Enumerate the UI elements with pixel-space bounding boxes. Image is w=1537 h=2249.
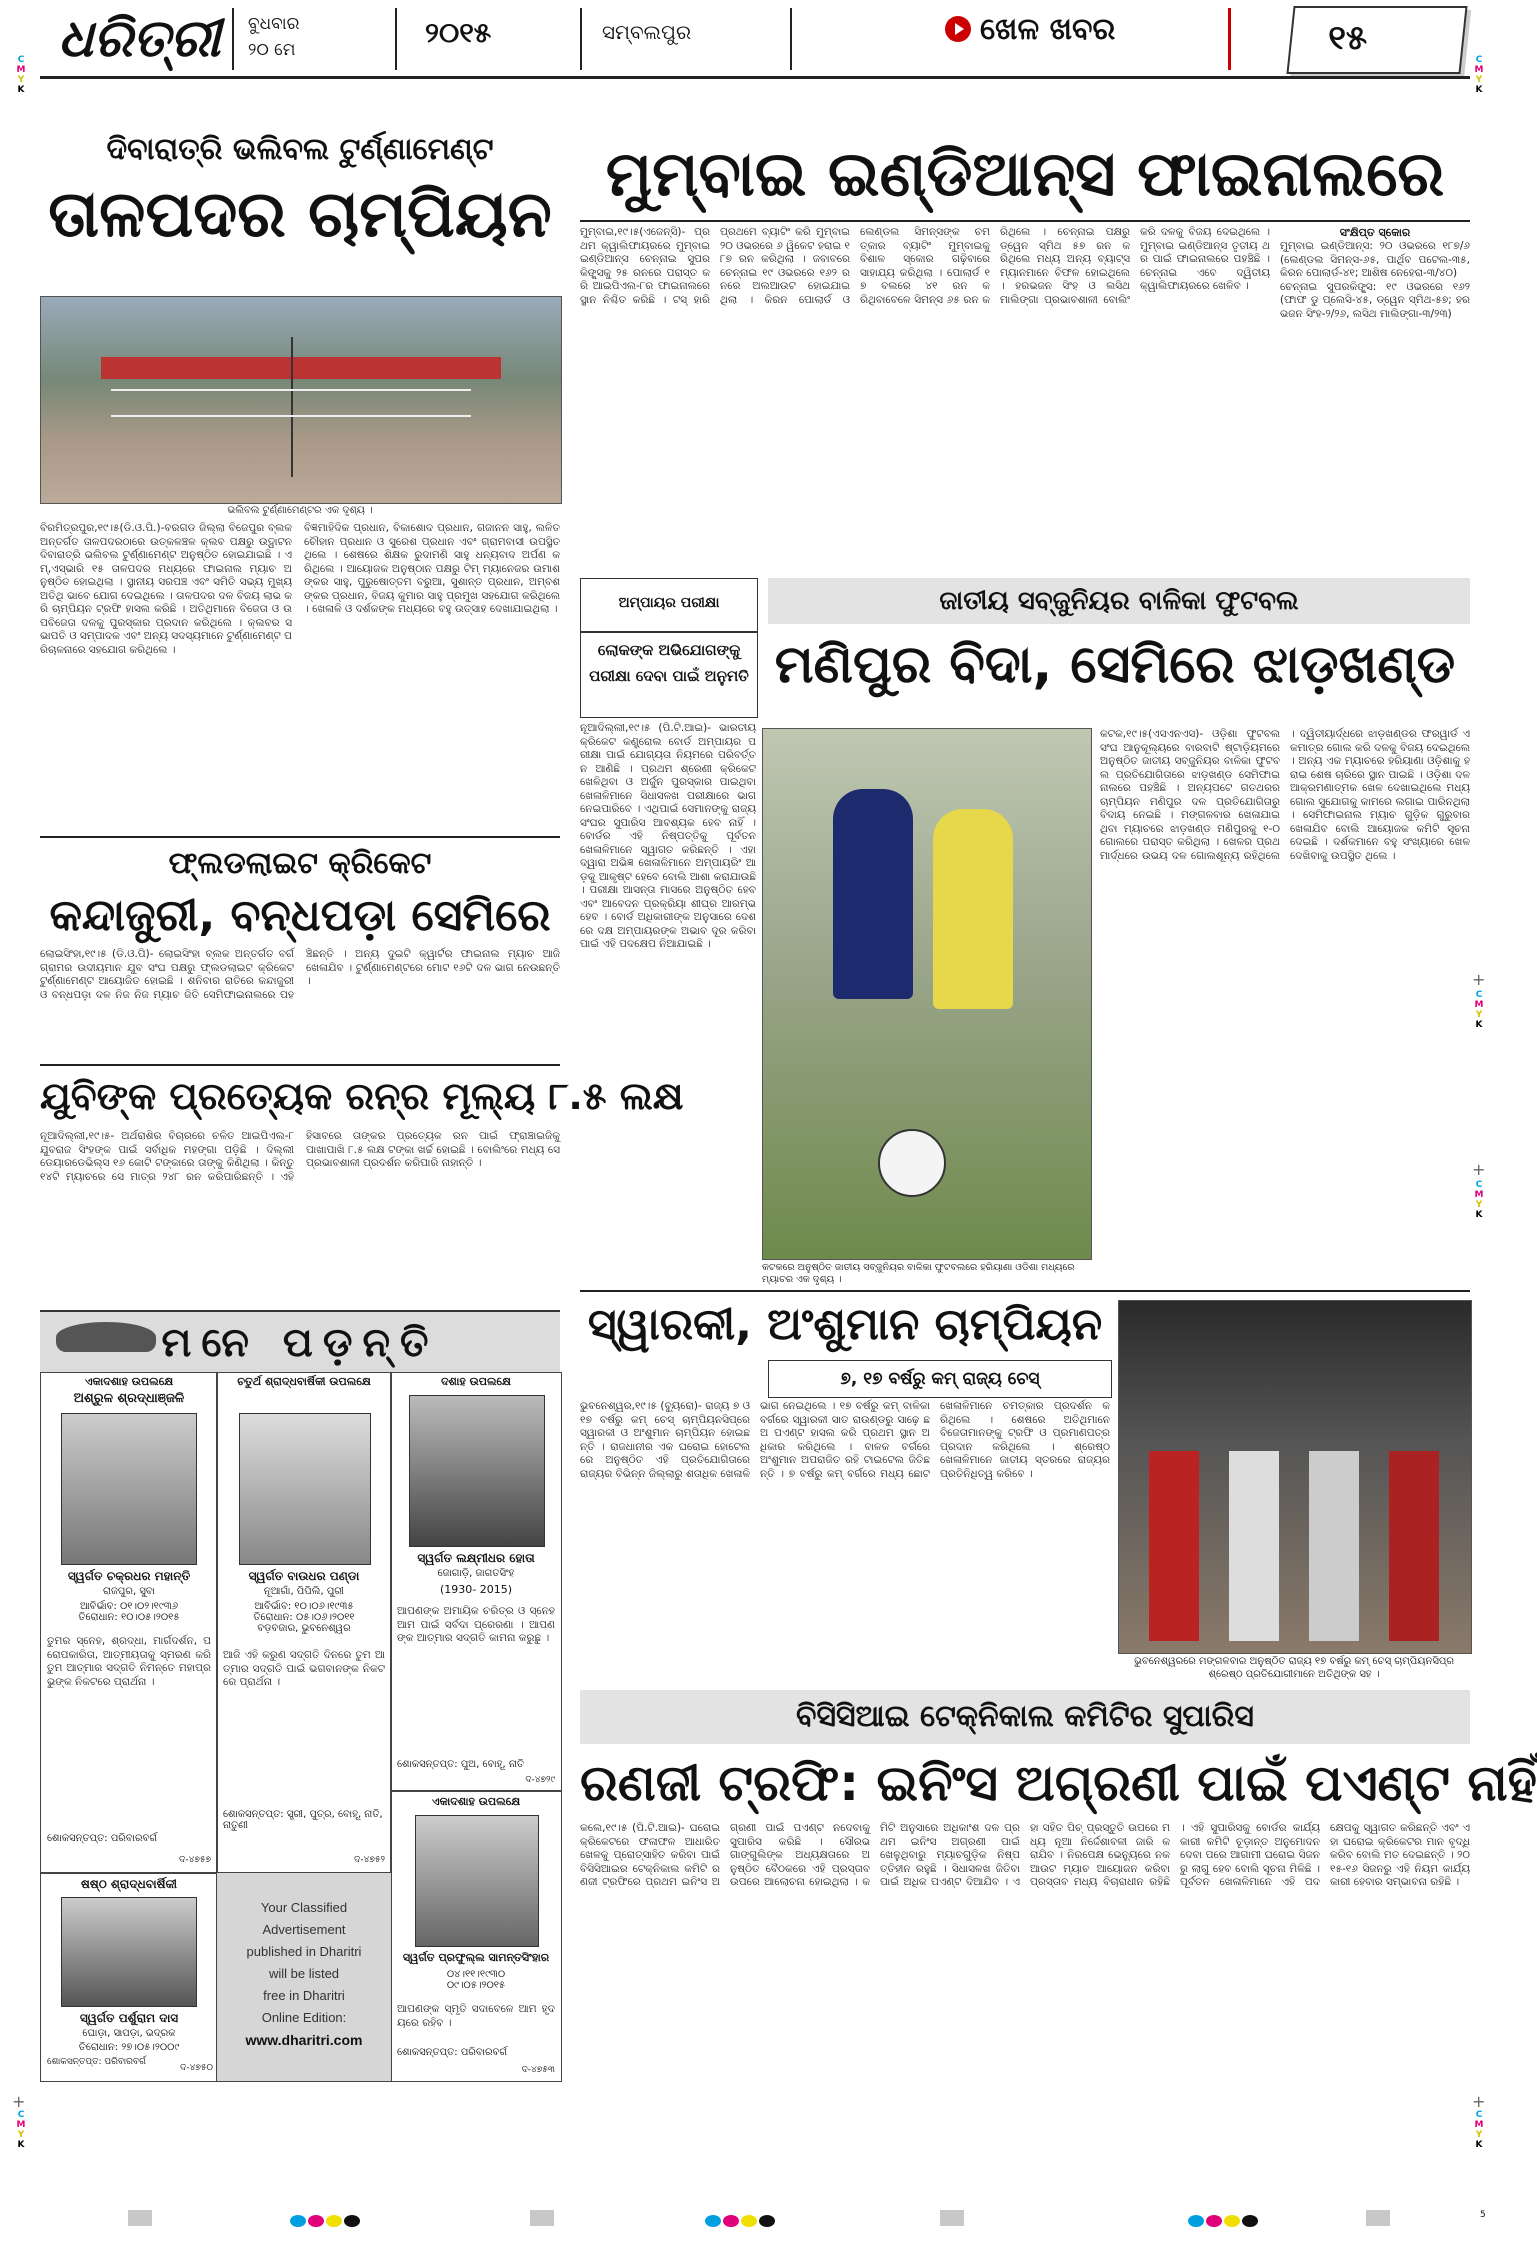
play-icon (945, 16, 971, 42)
banner-in-photo (101, 357, 501, 379)
grey-swatch (940, 2210, 964, 2226)
story-kicker: ଅମ୍ପାୟର ପରୀକ୍ଷା (618, 595, 720, 611)
story-body-col2: ବିଜ୍ଞମାହିଦିକ ପ୍ରଧାନ, ବିକାଶୋଦ ପ୍ରଧାନ, ଗଜାନନ ସାହୁ, ଲଳିତ ଚୌହାନ ପ୍ରଧାନ ଓ ସୁରେଶ ପ୍ରଧାନ ଏବଂ ଗ୍ରାମବାସୀ ଉପସ୍ଥିତ ଥିଲେ । ଶେଷରେ ଶିକ୍ଷକ ରୁଦାମଣି ସାହୁ ଧନ୍ୟବାଦ ଅର୍ପଣ କରିଥିଲେ । ଆୟୋଜକ ଅନୁଷ୍ଠାନ ପକ୍ଷରୁ ଟିମ୍ ମ୍ୟାନେଜର ଉମାଶଙ୍କର ସାହୁ, ପୁରୁଷୋତ୍ତମ ବରୁଆ, ସୁଶାନ୍ତ ପ୍ରଧାନ, ଅମ୍ବଶଙ୍କର ପ୍ରଧାନ, ବିଜୟ କୁମାର ସାହୁ ପ୍ରମୁଖ ସହଯୋଗ କରିଥିଲେ । ଖେଳାଳି ଓ ଦର୍ଶକଙ୍କ ମଧ୍ୟରେ ବହୁ ଉତ୍ସାହ ଦେଖାଯାଇଥିଲା । (304, 522, 560, 615)
obituary-dates: ଆବିର୍ଭାବ: ୧୦।୦୬।୧୯୩୫ ତିରୋଧାନ: ୦୫।୦୬।୨୦୧୧ ବଡ଼ବଜାର, ଭୁବନେଶ୍ୱର (253, 1601, 355, 1634)
obituary-message: ଆପଣଙ୍କ ସ୍ମୃତି ସଦାବେଳେ ଆମ ହୃଦୟରେ ରହିବ । (397, 2003, 555, 2029)
obituary-message: ଆଜି ଏହି କରୁଣ ସଦ୍‌ଗତି ଦିନରେ ତୁମ ଆତ୍ମାର ସଦ୍‌ଗତି ପାଇଁ ଭଗବାନଙ୍କ ନିକଟରେ ପ୍ରାର୍ଥନା । (223, 1649, 385, 1688)
player-blue (833, 789, 913, 999)
obituary-name: ସ୍ୱର୍ଗତ ଲକ୍ଷ୍ମୀଧର ହୋତା (417, 1551, 535, 1565)
ad-code: ଦ-୪୭୫୦ (180, 2063, 213, 2073)
obituary-notice (40, 1372, 218, 1874)
volleyball-photo (40, 296, 562, 504)
header-divider (395, 8, 397, 70)
page-number-tag (1286, 6, 1467, 74)
section-title: ଖେଳ ଖବର (980, 12, 1116, 47)
header-rule (40, 76, 1470, 79)
cmyk-c: C (1475, 1180, 1483, 1190)
cmyk-k: K (1475, 1020, 1483, 1030)
obituary-portrait (61, 1897, 197, 2007)
obituary-family: ଶୋକସନ୍ତପ୍ତ: ପୁଅ, ବୋହୂ, ନାତି (397, 1759, 525, 1770)
ad-code: ଦ-୪୭୨୯ (525, 1775, 555, 1785)
section-divider (580, 1290, 1470, 1292)
kicker-box (580, 578, 758, 632)
kicker-banner (768, 578, 1470, 624)
cmyk-y: Y (1475, 2130, 1483, 2140)
photo-caption: କଟକରେ ଅନୁଷ୍ଠିତ ଜାତୀୟ ସବ୍‌ଜୁନିୟର ବାଳିକା ଫୁଟବଲରେ ହରିୟାଣା ଓଡିଶା ମଧ୍ୟରେ ମ୍ୟାଚର ଏକ ଦୃଶ୍ୟ । (762, 1262, 1075, 1285)
obituary-place: ରାଜପୁର, ସୁବା (103, 1586, 155, 1597)
person-figure (1389, 1451, 1439, 1641)
cmyk-mark-right-low (1472, 1180, 1486, 1220)
story-body: କଟକ,୧୯।୫(ଏସଏନଏସ)- ଓଡ଼ିଶା ଫୁଟବଲ ସଂଘ ଆନୁକୂଲ୍ୟରେ ବାରବାଟି ଷ୍ଟାଡ଼ିୟମରେ ଅନୁଷ୍ଠିତ ଜାତୀୟ ସବ୍‌ଜୁନିୟର ବାଳିକା ଫୁଟବଲ ପ୍ରତିଯୋଗିତାରେ ଝାଡ଼ଖଣ୍ଡ ସେମିଫାଇନାଲରେ ପହଞ୍ଚିଛି । ଅନ୍ୟପଟେ ଗତଥରର ଚାମ୍ପିୟନ ମଣିପୁର ଦଳ ପ୍ରତିଯୋଗିତାରୁ ବିଦାୟ ନେଇଛି । ମଙ୍ଗଳବାର ଖେଳାଯାଇଥିବା ମ୍ୟାଚରେ ଝାଡ଼ଖଣ୍ଡ ମଣିପୁରକୁ ୧-୦ ଗୋଲରେ ପରାସ୍ତ କରିଥିଲା । ଖେଳର ପ୍ରଥମାର୍ଦ୍ଧରେ ଉଭୟ ଦଳ ଗୋଲଶୂନ୍ୟ ରହିଥିଲେ । ଦ୍ୱିତୀୟାର୍ଦ୍ଧରେ ଝାଡ଼ଖଣ୍ଡର ଫରୱାର୍ଡ ଏକମାତ୍ର ଗୋଲ କରି ଦଳକୁ ବିଜୟ ଦେଇଥିଲେ । ଅନ୍ୟ ଏକ ମ୍ୟାଚରେ ହରିୟାଣା ଓଡ଼ିଶାକୁ ହରାଇ ଶେଷ ଚାରିରେ ସ୍ଥାନ ପାଇଛି । ଓଡ଼ିଶା ଦଳ ଆକ୍ରମଣାତ୍ମକ ଖେଳ ଦେଖାଇଥିଲେ ମଧ୍ୟ ଗୋଲ ସୁଯୋଗକୁ କାମରେ ଲଗାଇ ପାରିନଥିଲା । ସେମିଫାଇନାଲ ମ୍ୟାଚ ଗୁଡ଼ିକ ଗୁରୁବାର ଖେଳାଯିବ ବୋଲି ଆୟୋଜକ କମିଟି ସୂଚନା ଦେଇଛି । ଦର୍ଶକମାନେ ବହୁ ସଂଖ୍ୟାରେ ଖେଳ ଦେଖିବାକୁ ଉପସ୍ଥିତ ଥିଲେ । (1100, 728, 1470, 862)
story-body: ମୁମ୍ବାଇ,୧୯।୫(ଏଜେନ୍ସି)- ପ୍ରଥମ କ୍ୱାଲିଫାୟରରେ ମୁମ୍ବାଇ ଇଣ୍ଡିଆନ୍ସ ଚେନ୍ନାଇ ସୁପର କିଙ୍ଗ୍ସକୁ ୨୫ ରନରେ ପରାସ୍ତ କରି ଆଇପିଏଲ-୮ର ଫାଇନାଲରେ ସ୍ଥାନ ନିଶ୍ଚିତ କରିଛି । ଟସ୍ ହାରି ପ୍ରଥମେ ବ୍ୟାଟିଂ କରି ମୁମ୍ବାଇ ୨୦ ଓଭରରେ ୬ ୱିକେଟ ହରାଇ ୧୮୭ ରନ କରିଥିଲା । ଜବାବରେ ଚେନ୍ନାଇ ୧୯ ଓଭରରେ ୧୬୨ ରନରେ ଅଲଆଉଟ ହୋଇଯାଇଥିଲା । କିରନ ପୋଲାର୍ଡ ଓ ଲେଣ୍ଡଲ ସିମନ୍ସଙ୍କ ଚମତ୍କାର ବ୍ୟାଟିଂ ମୁମ୍ବାଇକୁ ବିଶାଳ ସ୍କୋର ଗଢ଼ିବାରେ ସାହାଯ୍ୟ କରିଥିଲା । ପୋଲାର୍ଡ ୧୭ ବଲରେ ୪୧ ରନ କରିଥିବାବେଳେ ସିମନ୍ସ ୬୫ ରନ କରିଥିଲେ । ଚେନ୍ନାଇ ପକ୍ଷରୁ ଡ୍ୱେନ ସ୍ମିଥ ୫୭ ରନ କରିଥିଲେ ମଧ୍ୟ ଅନ୍ୟ ବ୍ୟାଟ୍ସମ୍ୟାନମାନେ ବିଫଳ ହୋଇଥିଲେ । ହରଭଜନ ସିଂହ ଓ ଲସିଥ ମାଲିଙ୍ଗା ପ୍ରଭାବଶାଳୀ ବୋଲିଂ କରି ଦଳକୁ ବିଜୟ ଦେଇଥିଲେ । ମୁମ୍ବାଇ ଇଣ୍ଡିଆନ୍ସ ତୃତୀୟ ଥର ପାଇଁ ଫାଇନାଲରେ ପହଞ୍ଚିଛି । ଚେନ୍ନାଇ ଏବେ ଦ୍ୱିତୀୟ କ୍ୱାଲିଫାୟରରେ ଖେଳିବ । (580, 226, 1270, 306)
obituary-notice (216, 1372, 392, 1874)
obituary-portrait (61, 1413, 197, 1565)
story-kicker: ଦିବାରାତ୍ରି ଭଲିବଲ ଟୁର୍ଣ୍ଣାମେଣ୍ଟ (106, 132, 494, 167)
cmyk-y: Y (1475, 75, 1483, 85)
section-divider (40, 1064, 560, 1066)
cmyk-k: K (1475, 1210, 1483, 1220)
obituary-notice (390, 1372, 562, 1792)
person-figure (1149, 1451, 1199, 1641)
crosshair-icon: + (1472, 2092, 1486, 2111)
ad-code: ଦ-୪୭୫୩ (521, 2065, 555, 2075)
cmyk-c: C (17, 55, 25, 65)
story-body: ନୂଆଦିଲ୍ଲୀ,୧୯।୫- ଅର୍ଥରାଶିର ବିଚାରରେ ଚଳିତ ଆଇପିଏଲ-୮ ଯୁବରାଜ ସିଂହଙ୍କ ପାଇଁ ସର୍ବାଧିକ ମହଙ୍ଗା ପଡ଼ିଛି । ଦିଲ୍ଲୀ ଡେୟାରଡେଭିଲ୍ସ ୧୬ କୋଟି ଟଙ୍କାରେ ତାଙ୍କୁ କିଣିଥିଲା । କିନ୍ତୁ ୧୪ଟି ମ୍ୟାଚରେ ସେ ମାତ୍ର ୨୪୮ ରନ କରିପାରିଛନ୍ତି । ଏହି ହିସାବରେ ତାଙ୍କର ପ୍ରତ୍ୟେକ ରନ ପାଇଁ ଫ୍ରାଞ୍ଚାଇଜିକୁ ପାଖାପାଖି ୮.୫ ଲକ୍ଷ ଟଙ୍କା ଖର୍ଚ୍ଚ ହୋଇଛି । ବୋଲିଂରେ ମଧ୍ୟ ସେ ପ୍ରଭାବଶାଳୀ ପ୍ରଦର୍ଶନ କରିପାରି ନାହାନ୍ତି । (40, 1130, 560, 1183)
obituary-family: ଶୋକସନ୍ତପ୍ତ: ସ୍ତ୍ରୀ, ପୁତ୍ର, ବୋହୂ, ନାତି, ନାତୁଣୀ (223, 1809, 383, 1831)
story-body: କଲେ,୧୯।୫ (ପି.ଟି.ଆଇ)- ଘରୋଇ କ୍ରିକେଟରେ ଫଳାଫଳ ଆଧାରିତ ଖେଳକୁ ପ୍ରୋତ୍ସାହିତ କରିବା ପାଇଁ ବିସିସିଆଇର ଟେକ୍ନିକାଲ କମିଟି ରଣଜୀ ଟ୍ରଫିରେ ପ୍ରଥମ ଇନିଂସ ଅଗ୍ରଣୀ ପାଇଁ ପଏଣ୍ଟ ନଦେବାକୁ ସୁପାରିସ କରିଛି । ସୌରଭ ଗାଙ୍ଗୁଲିଙ୍କ ଅଧ୍ୟକ୍ଷତାରେ ଅନୁଷ୍ଠିତ ବୈଠକରେ ଏହି ପ୍ରସ୍ତାବ ଉପରେ ଆଲୋଚନା ହୋଇଥିଲା । କମିଟି ଅନୁସାରେ ଅଧିକାଂଶ ଦଳ ପ୍ରଥମ ଇନିଂସ ଅଗ୍ରଣୀ ପାଇଁ ଖେଳୁଥିବାରୁ ମ୍ୟାଚଗୁଡ଼ିକ ନିଷ୍ପତ୍ତିହୀନ ରହୁଛି । ସିଧାସଳଖ ଜିତିବା ପାଇଁ ଅଧିକ ପଏଣ୍ଟ ଦିଆଯିବ । ଏହା ସହିତ ପିଚ୍ ପ୍ରସ୍ତୁତି ଉପରେ ମଧ୍ୟ ନୂଆ ନିର୍ଦ୍ଦେଶାବଳୀ ଜାରି କରାଯିବ । ନିରପେକ୍ଷ ଭେନ୍ୟୁରେ ନକଆଉଟ ମ୍ୟାଚ ଆୟୋଜନ କରିବା ପ୍ରସ୍ତାବ ମଧ୍ୟ ବିଚାରାଧୀନ ରହିଛି । ଏହି ସୁପାରିସକୁ ବୋର୍ଡର କାର୍ଯ୍ୟକାରୀ କମିଟି ଚୂଡ଼ାନ୍ତ ଅନୁମୋଦନ ଦେବା ପରେ ଆଗାମୀ ଘରୋଇ ସିଜନରୁ ଲାଗୁ ହେବ ବୋଲି ସୂଚନା ମିଳିଛି । ପୂର୍ବତନ ଖେଳାଳିମାନେ ଏହି ପଦକ୍ଷେପକୁ ସ୍ୱାଗତ କରିଛନ୍ତି ଏବଂ ଏହା ଘରୋଇ କ୍ରିକେଟର ମାନ ବୃଦ୍ଧି କରିବ ବୋଲି ମତ ଦେଇଛନ୍ତି । ୨୦୧୫-୧୬ ସିଜନରୁ ଏହି ନିୟମ କାର୍ଯ୍ୟକାରୀ ହେବାର ସମ୍ଭାବନା ରହିଛି । (580, 1822, 1470, 1888)
story-body: ନୂଆଦିଲ୍ଲୀ,୧୯।୫ (ପି.ଟି.ଆଇ)- ଭାରତୀୟ କ୍ରିକେଟ କଣ୍ଟ୍ରୋଲ ବୋର୍ଡ ଅମ୍ପାୟର ପରୀକ୍ଷା ପାଇଁ ଯୋଗ୍ୟତା ନିୟମରେ ପରିବର୍ତ୍ତନ ଆଣିଛି । ପ୍ରଥମ ଶ୍ରେଣୀ କ୍ରିକେଟ ଖେଳିଥିବା ଓ ଅର୍ଜୁନ ପୁରସ୍କାର ପାଇଥିବା ଖେଳାଳିମାନେ ସିଧାସଳଖ ପରୀକ୍ଷାରେ ଭାଗ ନେଇପାରିବେ । ଏଥିପାଇଁ ସେମାନଙ୍କୁ ରାଜ୍ୟ ସଂଘର ସୁପାରିସ ଆବଶ୍ୟକ ହେବ ନାହିଁ । ବୋର୍ଡର ଏହି ନିଷ୍ପତ୍ତିକୁ ପୂର୍ବତନ ଖେଳାଳିମାନେ ସ୍ୱାଗତ କରିଛନ୍ତି । ଏହା ଦ୍ୱାରା ଅଭିଜ୍ଞ ଖେଳାଳିମାନେ ଅମ୍ପାୟରିଂ ଆଡ଼କୁ ଆକୃଷ୍ଟ ହେବେ ବୋଲି ଆଶା କରାଯାଉଛି । ପରୀକ୍ଷା ଆସନ୍ତା ମାସରେ ଅନୁଷ୍ଠିତ ହେବ ଏବଂ ଆବେଦନ ପ୍ରକ୍ରିୟା ଶୀଘ୍ର ଆରମ୍ଭ ହେବ । ବୋର୍ଡ ଅଧିକାରୀଙ୍କ ଅନୁସାରେ ଦେଶରେ ଦକ୍ଷ ଅମ୍ପାୟରଙ୍କ ଅଭାବ ଦୂର କରିବା ପାଇଁ ଏହି ପଦକ୍ଷେପ ନିଆଯାଇଛି । (580, 722, 756, 950)
story-kicker: ୭, ୧୭ ବର୍ଷରୁ କମ୍ ରାଜ୍ୟ ଚେସ୍ (840, 1369, 1040, 1389)
story-kicker: ଜାତୀୟ ସବ୍‌ଜୁନିୟର ବାଳିକା ଫୁଟବଲ (939, 586, 1299, 616)
headline-rule (580, 220, 1470, 222)
section-divider (40, 836, 560, 838)
header-divider (580, 8, 582, 70)
obituary-dates: (1930- 2015) (439, 1583, 513, 1596)
obituary-portrait (409, 1395, 545, 1547)
story-kicker: ବିସିସିଆଇ ଟେକ୍ନିକାଲ କମିଟିର ସୁପାରିସ (796, 1699, 1254, 1734)
football-photo (762, 728, 1092, 1260)
obituary-place: ନୂଆଗାଁ, ପିପିଲି, ପୁରୀ (263, 1586, 345, 1597)
story-body-col1: ବିରମିତ୍ରପୁର,୧୯।୫(ଡି.ଓ.ପି.)-ବରଗଡ ଜିଲ୍ଲା ବିଜେପୁର ବ୍ଲକ ଅନ୍ତର୍ଗତ ତାଳପଦରଠାରେ ଉତ୍କଳଞ୍ଚଳ କ୍ଲବ ପକ୍ଷରୁ ଉଦ୍ଘାଟନ ଦିବାରାତ୍ରି ଭଲିବଲ ଟୁର୍ଣ୍ଣାମେଣ୍ଟ ଅନୁଷ୍ଠିତ ହୋଇଯାଇଛି । ଏମ୍,ଏସ୍ଭାରି ୧୫ ତାଳପଦର ମଧ୍ୟରେ ଫାଇନାଲ ମ୍ୟାଚ ଅନୁଷ୍ଠିତ ହୋଇଥିଲା । ସ୍ଥାନୀୟ ସରପଞ୍ଚ ଏବଂ ସମିତି ସଭ୍ୟ ମୁଖ୍ୟ ଅତିଥି ଭାବେ ଯୋଗ ଦେଇଥିଲେ । ତାଳପଦର ଦଳ ବିଜୟ ଲାଭ କରି ଚାମ୍ପିୟନ ଟ୍ରଫି ହାସଲ କରିଛି । ଅତିଥିମାନେ ବିଜେତା ଓ ଉପବିଜେତା ଦଳକୁ ପୁରସ୍କାର ପ୍ରଦାନ କରିଥିଲେ । କ୍ଲବର ସଭାପତି ଓ ସମ୍ପାଦକ ଏବଂ ଅନ୍ୟ ସଦସ୍ୟମାନେ ଟୁର୍ଣ୍ଣାମେଣ୍ଟ ପରିଚାଳନାରେ ସହଯୋଗ କରିଥିଲେ । (40, 522, 293, 656)
obituary-dates: ତିରୋଧାନ: ୨୭।୦୫।୨୦୦୯ (78, 2042, 180, 2053)
story-body: ଲୋଇସିଂହା,୧୯।୫ (ଡି.ଓ.ପି)- ଲୋଇସିଂହା ବ୍ଲକ ଅନ୍ତର୍ଗତ ବର୍ଗ ଗ୍ରାମର ଉଦୀୟମାନ ଯୁବ ସଂଘ ପକ୍ଷରୁ ଫ୍ଲଡଲାଇଟ କ୍ରିକେଟ ଟୁର୍ଣ୍ଣାମେଣ୍ଟ ଆୟୋଜିତ ହୋଇଛି । ଶନିବାର ରାତିରେ କନ୍ଦାଜୁରୀ ଓ ବନ୍ଧପଡ଼ା ଦଳ ନିଜ ନିଜ ମ୍ୟାଚ ଜିତି ସେମିଫାଇନାଲରେ ପହଞ୍ଚିଛନ୍ତି । ଅନ୍ୟ ଦୁଇଟି କ୍ୱାର୍ଟର ଫାଇନାଲ ମ୍ୟାଚ ଆଜି ଖେଳାଯିବ । ଟୁର୍ଣ୍ଣାମେଣ୍ଟରେ ମୋଟ ୧୬ଟି ଦଳ ଭାଗ ନେଉଛନ୍ତି । (40, 948, 560, 1001)
photo-caption: ଭୁବନେଶ୍ୱରରେ ମଙ୍ଗଳବାର ଅନୁଷ୍ଠିତ ରାଜ୍ୟ ୧୭ ବର୍ଷରୁ କମ୍ ଚେସ୍ ଚାମ୍ପିୟନସିପ୍‌ର ଶ୍ରେଷ୍ଠ ପ୍ରତିଯୋଗୀମାନେ ଅତିଥିଙ୍କ ସହ । (1134, 1656, 1454, 1680)
header-year: ୨୦୧୫ (425, 16, 492, 49)
page-header (40, 4, 1470, 82)
print-color-bar (0, 2206, 1500, 2230)
story-headline: ରଣଜୀ ଟ୍ରଫି: ଇନିଂସ ଅଗ୍ରଣୀ ପାଇଁ ପଏଣ୍ଟ ନାହିଁ (580, 1754, 1537, 1812)
football-icon (878, 1129, 946, 1197)
cmyk-m: M (16, 65, 26, 75)
scoreboard-text: ମୁମ୍ବାଇ ଇଣ୍ଡିଆନ୍ସ: ୨୦ ଓଭରରେ ୧୮୭/୬ (ଲେଣ୍ଡଲ ସିମନ୍ସ-୬୫, ପାର୍ଥିବ ପଟେଲ-୩୫, କିରନ ପୋଲାର୍ଡ-୪୧; ଆଶିଷ ନେହେରା-୩/୪୦) ଚେନ୍ନାଇ ସୁପରକିଙ୍ଗ୍ସ: ୧୯ ଓଭରରେ ୧୬୨ (ଫାଫ ଡୁ ପ୍ଲେସି-୪୫, ଡ୍ୱେନ ସ୍ମିଥ-୫୭; ହରଭଜନ ସିଂହ-୨/୨୬, ଲସିଥ ମାଲିଙ୍ଗା-୩/୨୩) (1280, 240, 1470, 320)
cmyk-y: Y (1475, 1200, 1483, 1210)
scoreboard-title: ସଂକ୍ଷିପ୍ତ ସ୍କୋର (1339, 226, 1411, 239)
grey-swatch (530, 2210, 554, 2226)
obituary-name: ସ୍ୱର୍ଗତ ପର୍ଶୁରାମ ଦାସ (79, 2011, 179, 2025)
cmyk-k: K (17, 2140, 25, 2150)
obituary-name: ସ୍ୱର୍ଗତ ବାଉଧର ପଣ୍ଡା (248, 1569, 360, 1583)
cmyk-mark-right-mid (1472, 990, 1486, 1030)
obituary-occasion: ଏକାଦଶାହ ଉପଲକ୍ଷେ (431, 1795, 521, 1808)
classified-ad-box (216, 1872, 392, 2082)
crosshair-icon: + (12, 2092, 26, 2111)
kicker-banner (580, 1690, 1470, 1744)
memorial-banner-title: ମନେ ପଡ଼ନ୍ତି (161, 1320, 439, 1366)
story-headline: ସ୍ୱାରକୀ, ଅଂଶୁମାନ ଚାମ୍ପିୟନ (587, 1299, 1103, 1350)
cmyk-mark-left-bottom (14, 2110, 28, 2150)
grey-swatch (128, 2210, 152, 2226)
obituary-name: ସ୍ୱର୍ଗତ ପ୍ରଫୁଲ୍ଲ ସାମନ୍ତସିଂହାର (402, 1951, 550, 1964)
obituary-portrait (415, 1815, 539, 1947)
obituary-occasion: ଚତୁର୍ଥ ଶ୍ରାଦ୍ଧବାର୍ଷିକୀ ଉପଲକ୍ଷେ (237, 1375, 371, 1388)
cmyk-y: Y (1475, 1010, 1483, 1020)
story-headline: ମୁମ୍ବାଇ ଇଣ୍ଡିଆନ୍ସ ଫାଇନାଲରେ (605, 137, 1445, 210)
scoreboard (1280, 226, 1470, 572)
cmyk-m: M (1474, 65, 1484, 75)
cmyk-c: C (17, 2110, 25, 2120)
obituary-dates: ଆବିର୍ଭାବ: ୦୧।୦୨।୧୯୩୬ ତିରୋଧାନ: ୧୦।୦୫।୨୦୧୫ (78, 1601, 180, 1623)
ad-code: ଦ-୪୭୫୨ (354, 1855, 385, 1865)
cmyk-mark-right-bottom (1472, 2110, 1486, 2150)
obituary-message: ତୁମର ସ୍ନେହ, ଶ୍ରଦ୍ଧା, ମାର୍ଗଦର୍ଶନ, ପରୋପକାରିତା, ଆତ୍ମୀୟତାକୁ ସ୍ମରଣ କରି ତୁମ ଆତ୍ମାର ସଦ୍‌ଗତି ନିମନ୍ତେ ମହାପ୍ରଭୁଙ୍କ ନିକଟରେ ପ୍ରାର୍ଥନା । (47, 1635, 211, 1688)
chess-photo (1118, 1300, 1472, 1654)
obituary-family: ଶୋକସନ୍ତପ୍ତ: ପରିବାରବର୍ଗ (397, 2047, 508, 2058)
footer-mark: 5 (1480, 2210, 1486, 2220)
cmyk-m: M (1474, 1190, 1484, 1200)
obituary-place: ଘୋଡ଼ା, ସାପଡ଼ା, ଭଦ୍ରକ (82, 2028, 176, 2039)
header-divider (790, 8, 792, 70)
header-day: ବୁଧବାର (248, 14, 300, 34)
cmyk-y: Y (17, 75, 25, 85)
person-figure (1229, 1451, 1279, 1641)
obituary-place: ଜୋଗାଡ଼ି, ଜାଗତସିଂହ (437, 1568, 515, 1579)
cmyk-mark-right (1472, 55, 1486, 95)
obituary-tribute: ଅଶ୍ରୁଳ ଶ୍ରଦ୍ଧାଞ୍ଜଳି (73, 1391, 185, 1406)
crosshair-icon: + (1472, 1160, 1486, 1179)
obituary-notice (40, 1872, 218, 2082)
header-divider (232, 8, 234, 70)
cmyk-k: K (17, 85, 25, 95)
cmyk-y: Y (17, 2130, 25, 2140)
classified-ad-text: Your Classified Advertisement published in Dharitri will be listed free in Dharitri Online Edition: www.dharitri.com (217, 1897, 391, 2051)
story-headline: ଯୁବିଙ୍କ ପ୍ରତ୍ୟେକ ରନ୍‌ର ମୂଲ୍ୟ ୮.୫ ଲକ୍ଷ (40, 1074, 684, 1118)
story-headline: କନ୍ଦାଜୁରୀ, ବନ୍ଧପଡ଼ା ସେମିରେ (49, 890, 551, 941)
cmyk-c: C (1475, 990, 1483, 1000)
story-body: ଭୁବନେଶ୍ୱର,୧୯।୫ (ବ୍ୟୁରୋ)- ରାଜ୍ୟ ୭ ଓ ୧୭ ବର୍ଷରୁ କମ୍ ଚେସ୍ ଚାମ୍ପିୟନସିପ୍‌ରେ ସ୍ୱାରକୀ ଓ ଅଂଶୁମାନ ଚାମ୍ପିୟନ ହୋଇଛନ୍ତି । ରାଜଧାନୀର ଏକ ଘରୋଇ ହୋଟେଲରେ ଅନୁଷ୍ଠିତ ଏହି ପ୍ରତିଯୋଗିତାରେ ରାଜ୍ୟର ବିଭିନ୍ନ ଜିଲ୍ଲାରୁ ଶତାଧିକ ଖେଳାଳି ଭାଗ ନେଇଥିଲେ । ୧୭ ବର୍ଷରୁ କମ୍ ବାଳିକା ବର୍ଗରେ ସ୍ୱାରକୀ ସାତ ରାଉଣ୍ଡରୁ ସାଢ଼େ ଛଅ ପଏଣ୍ଟ ହାସଲ କରି ପ୍ରଥମ ସ୍ଥାନ ଅଧିକାର କରିଥିଲେ । ବାଳକ ବର୍ଗରେ ଅଂଶୁମାନ ଅପରାଜିତ ରହି ଟାଇଟେଲ ଜିତିଛନ୍ତି । ୭ ବର୍ଷରୁ କମ୍ ବର୍ଗରେ ମଧ୍ୟ ଛୋଟ ଖେଳାଳିମାନେ ଚମତ୍କାର ପ୍ରଦର୍ଶନ କରିଥିଲେ । ଶେଷରେ ଅତିଥିମାନେ ବିଜେତାମାନଙ୍କୁ ଟ୍ରଫି ଓ ପ୍ରମାଣପତ୍ର ପ୍ରଦାନ କରିଥିଲେ । ଶ୍ରେଷ୍ଠ ଖେଳାଳିମାନେ ଜାତୀୟ ସ୍ତରରେ ରାଜ୍ୟର ପ୍ରତିନିଧିତ୍ୱ କରିବେ । (580, 1400, 1110, 1480)
cmyk-dots (290, 2212, 362, 2231)
obituary-dates: ୦୪।୧୧।୧୯୩୦ ୦୯।୦୫।୨୦୧୫ (446, 1969, 506, 1991)
kicker-box (768, 1360, 1112, 1398)
cmyk-m: M (16, 2120, 26, 2130)
obituary-portrait (239, 1413, 371, 1565)
cmyk-c: C (1475, 2110, 1483, 2120)
cmyk-m: M (1474, 2120, 1484, 2130)
header-edition: ସମ୍ବଲପୁର (602, 20, 692, 44)
story-headline: ଲୋକଙ୍କ ଅଭିଯୋଗଙ୍କୁ ପରୀକ୍ଷା ଦେବା ପାଇଁ ଅନୁମତି (589, 641, 749, 685)
story-volleyball (40, 132, 560, 255)
cmyk-k: K (1475, 2140, 1483, 2150)
cmyk-k: K (1475, 85, 1483, 95)
photo-caption: ଭଲିବଲ ଟୁର୍ଣ୍ଣାମେଣ୍ଟର ଏକ ଦୃଶ୍ୟ । (227, 505, 373, 516)
header-date: ୨୦ ମେ (248, 40, 296, 60)
section-accent-bar (1228, 8, 1231, 70)
ad-code: ଦ-୪୭୫୭ (179, 1855, 211, 1865)
obituary-occasion: ଦଶାହ ଉପଲକ୍ଷେ (441, 1375, 511, 1388)
story-headline: ମଣିପୁର ବିଦା, ସେମିରେ ଝାଡ଼ଖଣ୍ଡ (774, 635, 1456, 695)
cmyk-m: M (1474, 1000, 1484, 1010)
obituary-message: ଆପଣଙ୍କ ଅମାୟିକ ଚରିତ୍ର ଓ ସ୍ନେହ ଆମ ପାଇଁ ସର୍ବଦା ପ୍ରେରଣା । ଆପଣଙ୍କ ଆତ୍ମାର ସଦ୍‌ଗତି କାମନା କରୁଛୁ । (397, 1605, 555, 1644)
story-kicker: ଫ୍ଲଡଲାଇଟ କ୍ରିକେଟ (168, 846, 432, 881)
obituary-name: ସ୍ୱର୍ଗତ ଚକ୍ରଧର ମହାନ୍ତି (67, 1569, 191, 1583)
obituary-occasion: ଏକାଦଶାହ ଉପଲକ୍ଷେ (84, 1375, 174, 1388)
cmyk-dots (1188, 2212, 1260, 2231)
crosshair-icon: + (1472, 970, 1486, 989)
cmyk-dots (705, 2212, 777, 2231)
person-figure (1309, 1451, 1359, 1641)
cmyk-c: C (1475, 55, 1483, 65)
memorial-banner (40, 1310, 560, 1372)
obituary-family: ଶୋକସନ୍ତପ୍ତ: ପରିବାରବର୍ଗ (47, 1833, 158, 1844)
obituary-family: ଶୋକସନ୍ତପ୍ତ: ପରିବାରବର୍ଗ (47, 2057, 147, 2067)
player-yellow (933, 809, 1013, 1009)
grey-swatch (1366, 2210, 1390, 2226)
obituary-occasion: ଷଷ୍ଠ ଶ୍ରାଦ୍ଧବାର୍ଷିକୀ (80, 1877, 177, 1891)
obituary-notice (390, 1790, 562, 2082)
page-number: ୧୫ (1328, 18, 1368, 58)
classified-url-link[interactable]: www.dharitri.com (245, 2032, 363, 2048)
masthead-logo: ଧରିତ୍ରୀ (58, 8, 221, 69)
story-headline: ତାଳପଦର ଚାମ୍ପିୟନ (48, 178, 552, 252)
cmyk-mark-left (14, 55, 28, 95)
headline-box (580, 632, 758, 718)
net (111, 389, 471, 417)
